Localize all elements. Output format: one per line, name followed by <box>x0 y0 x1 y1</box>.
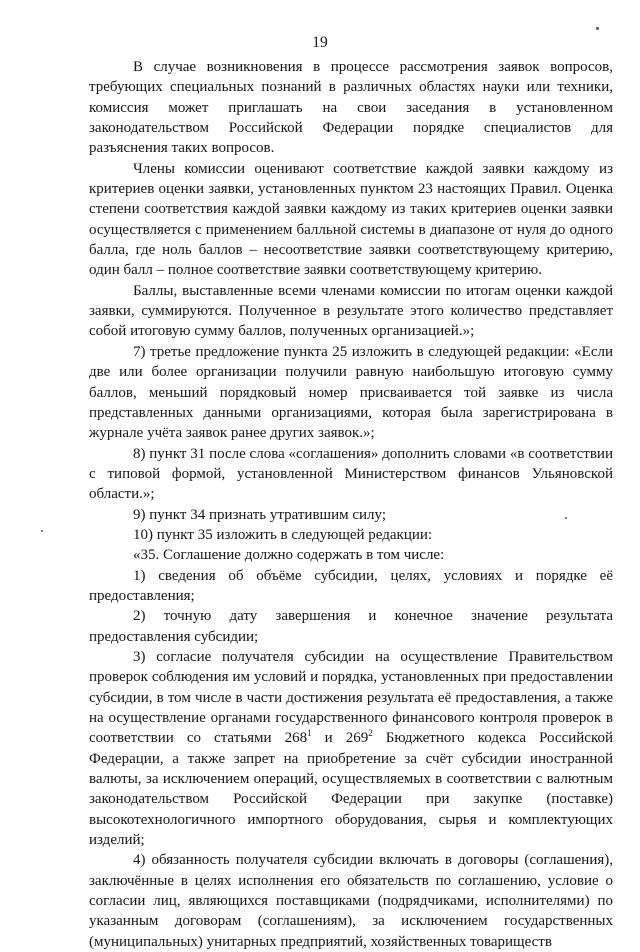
paragraph-subitem-4: 4) обязанность получателя субсидии включать в договоры (соглашения), заключённые в целях исполнения его обязательств по соглашению, условие о согласии лиц, являющихся поставщиками (подрядчиками, исполнителями) по указанным договорам (соглашениям), за исключением государственных (муниципальных) унитарных предприятий, хозяйственных товариществ <box>89 852 613 950</box>
document-body <box>89 57 613 952</box>
paragraph-item-10: 10) пункт 35 изложить в следующей редакции: <box>133 526 433 543</box>
paragraph-subitem-3 <box>89 647 613 850</box>
paragraph-item-9: 9) пункт 34 признать утратившим силу; <box>133 506 387 523</box>
paragraph-scores: Баллы, выставленные всеми членами комиссии по итогам оценки каждой заявки, суммируются. Полученное в результате этого количество представляет собой итоговую сумму баллов, полученных организацией.»; <box>89 282 613 340</box>
paragraph-clause-35: «35. Соглашение должно содержать в том числе: <box>133 547 445 564</box>
paragraph-subitem-1: 1) сведения об объёме субсидии, целях, условиях и порядке её предоставления; <box>89 567 613 604</box>
paragraph-experts: В случае возникновения в процессе рассмотрения заявок вопросов, требующих специальных познаний в различных областях науки или техники, комиссия может приглашать на свои заседания в установленном законодательством Российской Федерации порядке специалистов для разъяснения таких вопросов. <box>89 59 613 157</box>
page-number: 19 <box>312 34 328 51</box>
paragraph-evaluation: Члены комиссии оценивают соответствие каждой заявки каждому из критериев оценки заявки, установленных пунктом 23 настоящих Правил. Оценка степени соответствия каждой заявки каждому из таких критериев оценки заявки осуществляется с применением балльной системы в диапазоне от нуля до одного балла, где ноль баллов – несоответствие заявки соответствующему критерию, один балл – полное соответствие заявки соответствующему критерию. <box>89 160 613 279</box>
paragraph-item-8: 8) пункт 31 после слова «соглашения» дополнить словами «в соответствии с типовой формой, установленной Министерством финансов Ульяновской области.»; <box>89 445 613 503</box>
subitem-3-text-b: и 269 <box>324 730 369 747</box>
subitem-3-text-a: 3) согласие получателя субсидии на осуществление Правительством проверок соблюдения им условий и порядка, установленных при предоставлении субсидии, в том числе в части достижения результата её предоставления, а также на осуществление органами государственного финансового контроля проверок в соответствии со статьями 268 <box>89 648 613 747</box>
paragraph-subitem-2: 2) точную дату завершения и конечное значение результата предоставления субсидии; <box>89 608 613 645</box>
scan-speck <box>596 27 599 30</box>
superscript-2: 2 <box>368 728 373 739</box>
paragraph-item-7: 7) третье предложение пункта 25 изложить в следующей редакции: «Если две или более организации получили равную наибольшую итоговую сумму баллов, меньший порядковый номер присваивается той заявке из числа представленных данными организациями, которая была зарегистрирована в журнале учёта заявок ранее других заявок.»; <box>89 343 613 442</box>
subitem-3-text-c: Бюджетного кодекса Российской Федерации, а также запрет на приобретение за счёт субсидии иностранной валюты, за исключением операций, осуществляемых в соответствии с валютным законодательством Российской Федерации при закупке (поставке) высокотехнологичного импортного оборудования, сырья и комплектующих изделий; <box>89 730 614 849</box>
scan-speck <box>565 517 567 519</box>
scan-speck <box>41 530 43 532</box>
superscript-1: 1 <box>307 728 312 739</box>
